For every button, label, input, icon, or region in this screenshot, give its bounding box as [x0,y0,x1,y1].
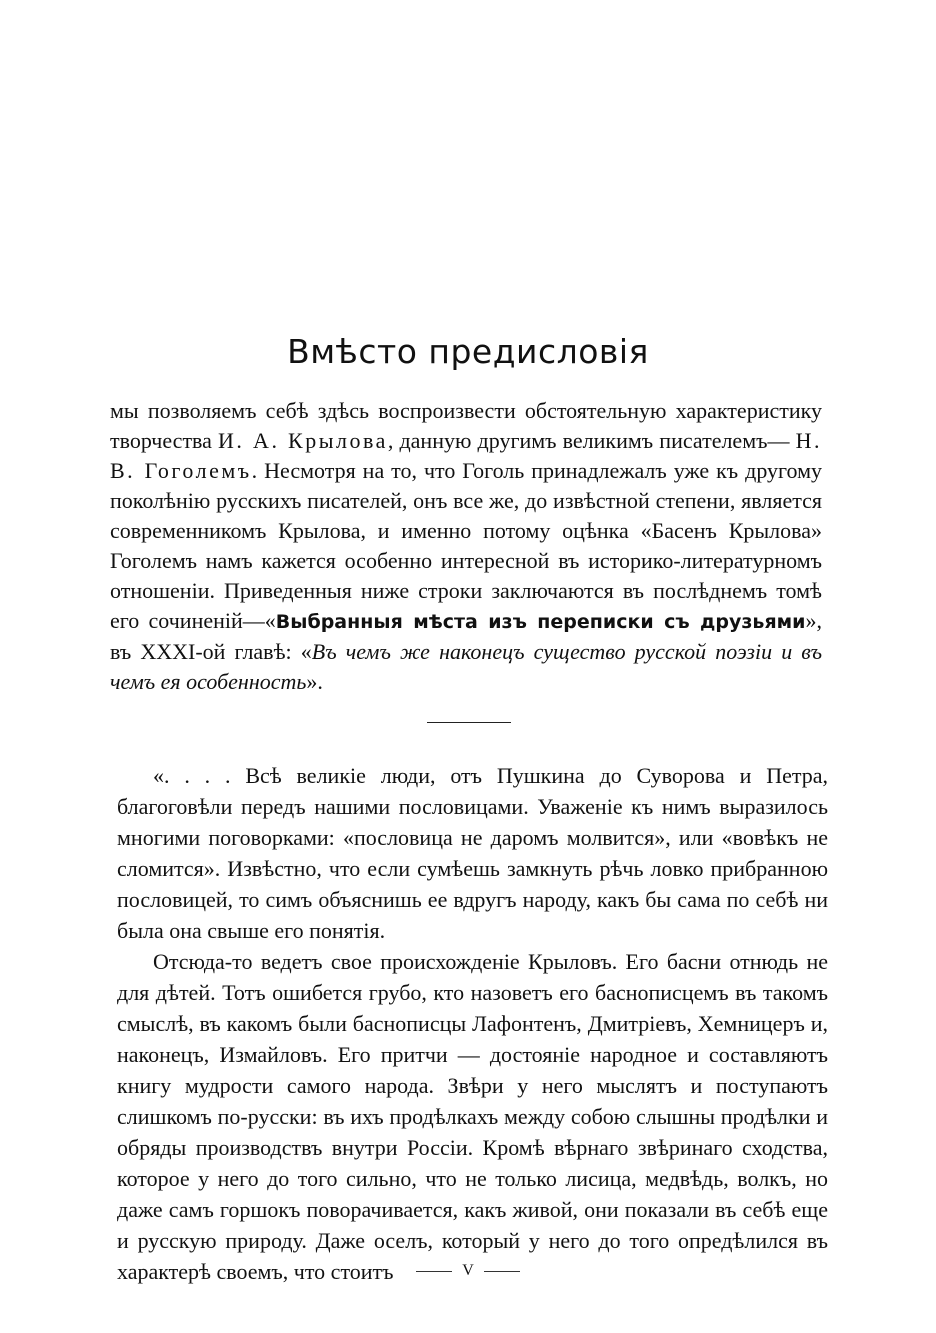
intro-text-7: », въ XXXI-ой главѣ: « [110,608,822,664]
page-footer [0,1262,936,1280]
page-number: V [462,1262,474,1279]
section-divider [427,722,511,723]
intro-book-title: Выбранныя мѣста изъ переписки съ друзьями [275,611,806,633]
intro-text-9: ». [306,669,323,694]
footer-dash-right [484,1271,520,1272]
intro-author-krylov: И. А. Крылова [218,428,388,453]
intro-chapter-title: Въ чемъ же наконецъ существо русской поэзіи и въ чемъ ея особенность [110,639,822,694]
quote-paragraph-2: Отсюда-то ведетъ свое происхожденіе Крыловъ. Его басни отнюдь не для дѣтей. Тотъ ошибется грубо, кто назоветъ его баснописцемъ въ такомъ смыслѣ, въ какомъ были баснописцы Лафонтенъ, Дмитріевъ, Хемницеръ и, наконецъ, Измайловъ. Его притчи — достояніе народное и составляютъ книгу мудрости самого народа. Звѣри у него мыслятъ и поступаютъ слишкомъ по-русски: въ ихъ продѣлкахъ между собою слышны продѣлки и обряды производствъ внутри Россіи. Кромѣ вѣрнаго звѣринаго сходства, которое у него до того сильно, что не только лисица, медвѣдь, волкъ, но даже самъ горшокъ поворачивается, какъ живой, они показали въ себѣ еще и русскую природу. Даже оселъ, который у него до того опредѣлился въ характерѣ своемъ, что стоитъ [117,949,828,1284]
intro-paragraph [110,396,822,697]
quote-body [117,760,828,1287]
intro-text-3: , данную другимъ великимъ писателемъ— [387,428,796,453]
quote-paragraph-1: «. . . . Всѣ великіе люди, отъ Пушкина до Суворова и Петра, благоговѣли передъ нашими пословицами. Уваженіе къ нимъ выразилось многими поговорками: «пословица не даромъ молвится», или «вовѣкъ не сломится». Извѣстно, что если сумѣешь замкнуть рѣчь ловко прибранною пословицей, то симъ объяснишь ее вдругъ народу, какъ бы сама по себѣ ни была она свыше его понятія. [117,763,828,943]
page-title: Вмѣсто предисловія [287,332,649,371]
intro-author-gogol: Н. В. Гоголемъ [110,428,823,483]
footer-dash-left [416,1271,452,1272]
intro-text-5: . Несмотря на то, что Гоголь принадлежалъ уже къ другому поколѣнію русскихъ писателей, онъ все же, до извѣстной степени, является современникомъ Крылова, и именно потому оцѣнка «Басенъ Крылова» Гоголемъ намъ кажется особенно интересной въ историко-литературномъ отношеніи. Приведенныя ниже строки заключаются въ послѣднемъ томѣ его сочиненій—« [110,458,823,633]
intro-text-1: мы позволяемъ себѣ здѣсь воспроизвести обстоятельную характеристику творчества [110,398,822,453]
